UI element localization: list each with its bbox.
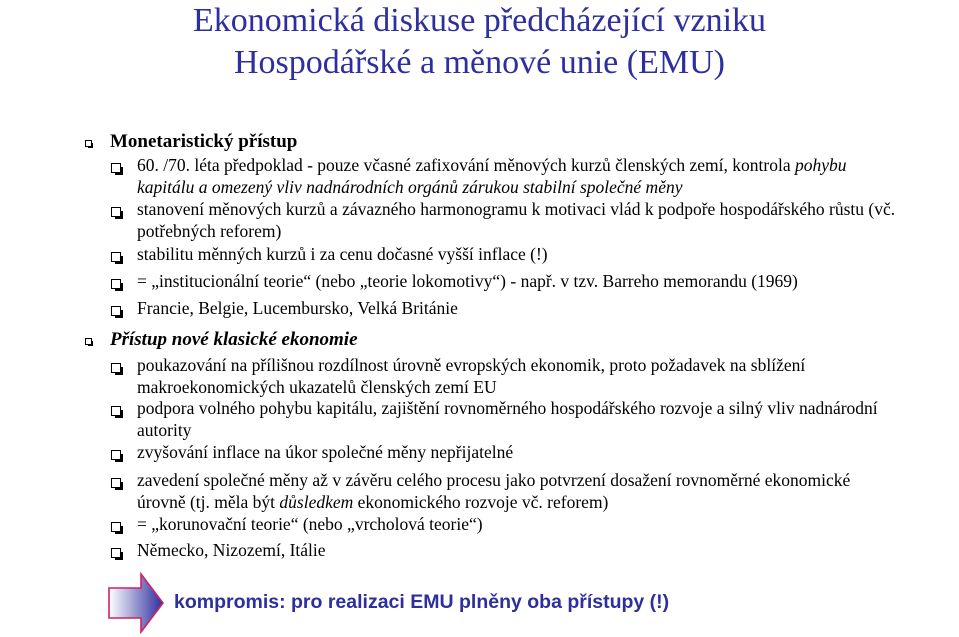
slide-title-line-2: Hospodářské a měnové unie (EMU) — [234, 44, 725, 81]
square-bullet-icon — [111, 279, 121, 289]
list-item-italic-text: pohybu kapitálu a omezený vliv nadnárodních orgánů zárukou stabilní společné měny — [137, 155, 847, 197]
list-item: = „korunovační teorie“ (nebo „vrcholová teorie“) — [137, 514, 483, 534]
list-item: stabilitu měnných kurzů i za cenu dočasné vyšší inflace (!) — [137, 244, 548, 264]
square-bullet-icon — [111, 306, 121, 316]
list-item: podpora volného pohybu kapitálu, zajištění rovnoměrného hospodářského rozvoje a silný vliv nadnárodní autority — [137, 398, 878, 440]
list-item-text: ekonomického rozvoje vč. reforem) — [353, 492, 609, 512]
section-heading-new-classical: Přístup nové klasické ekonomie — [110, 329, 358, 350]
right-arrow-icon — [107, 572, 165, 634]
list-item: stanovení měnových kurzů a závazného harmonogramu k motivaci vlád k podpoře hospodářského růstu (vč. potřebných reforem) — [137, 199, 896, 241]
square-bullet-icon — [111, 478, 121, 488]
square-bullet-icon — [111, 252, 121, 262]
list-item: = „institucionální teorie“ (nebo „teorie lokomotivy“) - např. v tzv. Barreho memorandu (1969) — [137, 271, 798, 291]
square-bullet-icon — [111, 406, 121, 416]
slide-title-line-1: Ekonomická diskuse předcházející vzniku — [192, 2, 767, 39]
square-bullet-icon — [111, 163, 121, 173]
list-item-text: zavedení společné měny až v závěru celého procesu jako potvrzení dosažení rovnoměrné ekonomické úrovně (tj. měla být — [137, 470, 851, 512]
square-bullet-icon — [111, 548, 121, 558]
square-bullet-icon — [85, 140, 92, 147]
list-item — [137, 469, 897, 513]
list-item-text: 60. /70. léta předpoklad - pouze včasné zafixování měnových kurzů členských zemí, kontrola — [137, 155, 795, 175]
square-bullet-icon — [111, 207, 121, 217]
list-item: poukazování na přílišnou rozdílnost úrovně evropských ekonomik, proto požadavek na sblížení makroekonomických ukazatelů členských zemí EU — [137, 355, 806, 397]
list-item-italic-text: důsledkem — [279, 492, 354, 512]
conclusion-text: kompromis: pro realizaci EMU plněny oba přístupy (!) — [174, 591, 670, 613]
list-item: Francie, Belgie, Lucembursko, Velká Británie — [137, 298, 458, 318]
list-item: zvyšování inflace na úkor společné měny nepřijatelné — [137, 442, 514, 462]
list-item: Německo, Nizozemí, Itálie — [137, 540, 326, 560]
slide-title — [0, 0, 959, 84]
square-bullet-icon — [85, 338, 92, 345]
square-bullet-icon — [111, 450, 121, 460]
list-item — [137, 154, 897, 198]
square-bullet-icon — [111, 522, 121, 532]
section-heading-monetarist: Monetaristický přístup — [110, 131, 298, 152]
square-bullet-icon — [111, 363, 121, 373]
